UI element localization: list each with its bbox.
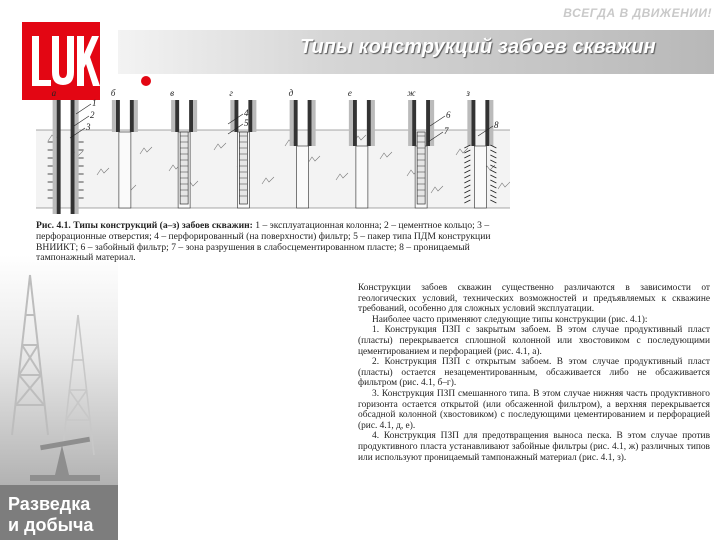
body-text: [358, 283, 710, 463]
well-bottom-construction-figure: [36, 86, 510, 220]
callout-number: 2: [90, 110, 95, 120]
callout-number: 3: [86, 122, 91, 132]
page-title: Типы конструкций забоев скважин: [300, 36, 656, 58]
figure-caption: [36, 221, 506, 264]
paragraph: Конструкции забоев скважин существенно различаются в зависимости от геологических условий, технических возможностей и предъявляемых к скважине требований, особенно для сложных условий эксплуатации.: [358, 283, 710, 315]
caption-title: Рис. 4.1. Типы конструкций (а–з) забоев скважин:: [36, 220, 253, 231]
panel-letter: з: [466, 88, 470, 98]
paragraph: 4. Конструкция ПЗП для предотвращения выноса песка. В этом случае против продуктивного пласта устанавливают забойные фильтры (рис. 4.1, ж) различных типов или используют проницаемый тампонажный материал (рис. 4.1, з).: [358, 431, 710, 463]
callout-number: 8: [494, 120, 499, 130]
callout-number: 1: [92, 98, 97, 108]
brand-line-1: Разведка: [8, 494, 91, 514]
panel-letter: д: [288, 88, 294, 98]
paragraph: 1. Конструкция ПЗП с закрытым забоем. В этом случае продуктивный пласт (пласты) перекрывается сплошной колонной или хвостовиком с последующими цементированием и перфорацией (рис. 4.1, а).: [358, 325, 710, 357]
callout-number: 7: [444, 126, 449, 136]
accent-dot: [141, 76, 151, 86]
caption-body: 1 – эксплуатационная колонна; 2 – цементное кольцо; 3 – перфорационные отверстия; 4 – перфорированный (на поверхности) фильтр; 5 – пакер типа ПДМ конструкции ВНИИКТ; 6 – забойный фильтр; 7 – зона разрушения в слабосцементированном пласте; 8 – проницаемый тампонажный материал.: [36, 220, 491, 264]
paragraph: 2. Конструкция ПЗП с открытым забоем. В этом случае продуктивный пласт (пласты) остается незацементированным, обсаживается либо не обсаживается фильтром (рис. 4.1, б–г).: [358, 357, 710, 389]
callout-number: 4: [244, 108, 249, 118]
panel-letter: г: [229, 88, 233, 98]
panel-letter: а: [51, 88, 57, 98]
panel-letter: е: [347, 88, 352, 98]
callout-number: 5: [244, 118, 249, 128]
paragraph: Наиболее часто применяют следующие типы конструкции (рис. 4.1):: [372, 314, 648, 325]
panel-letter: б: [110, 88, 116, 98]
panel-letter: в: [170, 88, 175, 98]
callout-number: 6: [446, 110, 451, 120]
panel-letter: ж: [407, 88, 416, 98]
brand-line-2: и добыча: [8, 515, 94, 535]
slogan: ВСЕГДА В ДВИЖЕНИИ!: [563, 6, 712, 20]
paragraph: 3. Конструкция ПЗП смешанного типа. В этом случае нижняя часть продуктивного горизонта остается открытой (или обсаженной фильтром), а верхняя перекрывается обсадной колонной (хвостовиком) с последующими цементированием и перфорацией (рис. 4.1, д, е).: [358, 388, 710, 431]
